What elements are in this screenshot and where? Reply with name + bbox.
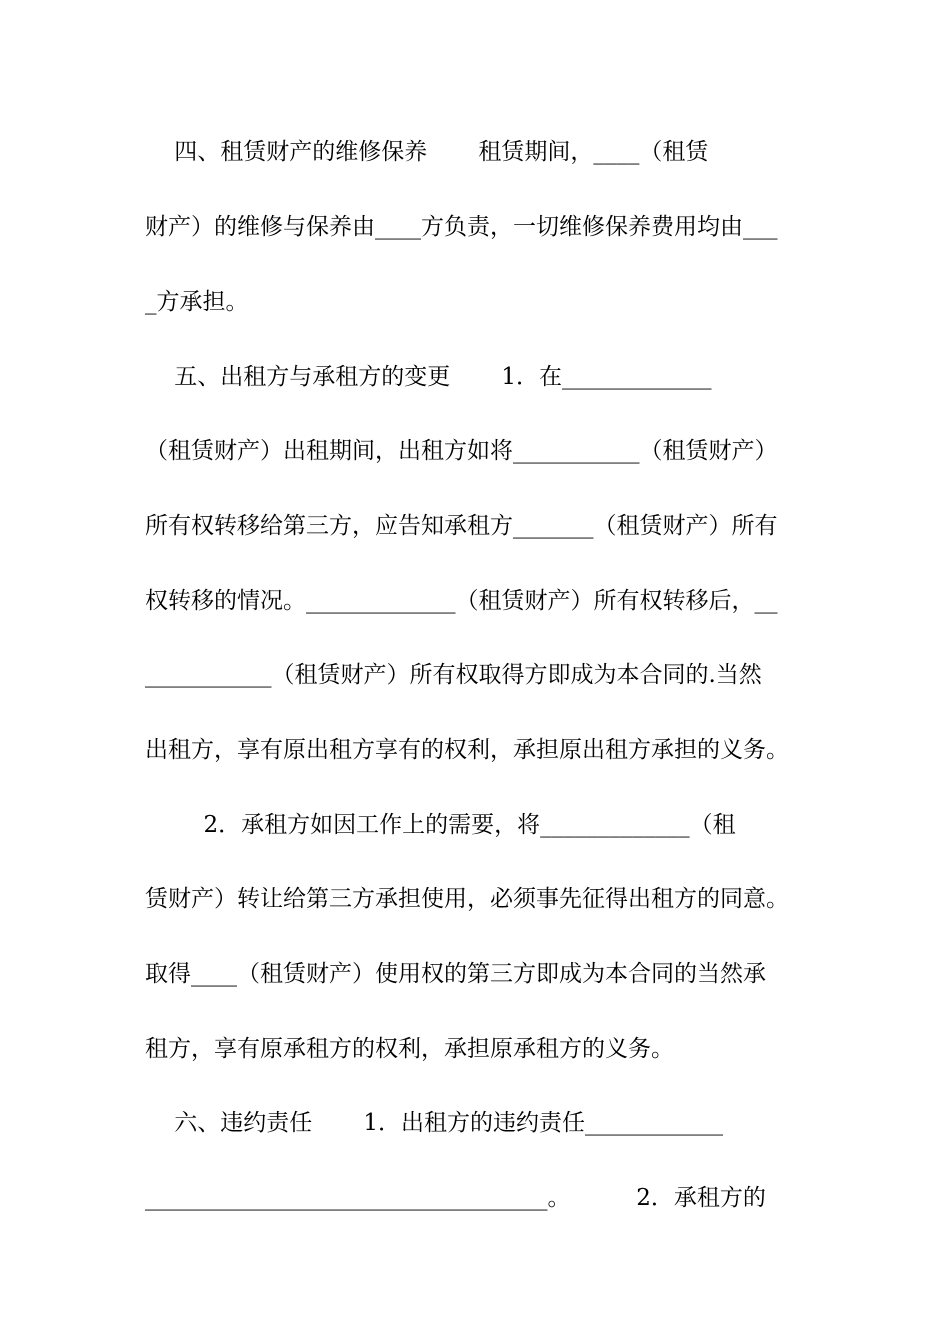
text-line: 租方，享有原承租方的权利，承担原承租方的义务。 <box>145 1036 674 1062</box>
text-line: 权转移的情况。_____________（租赁财产）所有权转移后，__ <box>145 588 778 614</box>
text-line: ___________________________________。 2．承租方的 <box>145 1185 766 1211</box>
text-line: 所有权转移给第三方，应告知承租方_______（租赁财产）所有 <box>145 513 778 539</box>
text-line: 取得____（租赁财产）使用权的第三方即成为本合同的当然承 <box>145 961 766 987</box>
text-line: 出租方，享有原出租方享有的权利，承担原出租方承担的义务。 <box>145 737 789 763</box>
text-line: ___________（租赁财产）所有权取得方即成为本合同的.当然 <box>145 662 762 688</box>
text-line: （租赁财产）出租期间，出租方如将___________（租赁财产） <box>145 438 778 464</box>
text-line: 四、租赁财产的维修保养 租赁期间，____（租赁 <box>145 139 709 165</box>
text-line: 赁财产）转让给第三方承担使用，必须事先征得出租方的同意。 <box>145 886 789 912</box>
text-line: 六、违约责任 1．出租方的违约责任____________ <box>145 1110 724 1136</box>
text-line: 五、出租方与承租方的变更 1．在_____________ <box>145 364 712 390</box>
text-line: _方承担。 <box>145 289 249 315</box>
text-line: 2．承租方如因工作上的需要，将_____________（租 <box>145 812 736 838</box>
text-line: 财产）的维修与保养由____方负责，一切维修保养费用均由___ <box>145 214 778 240</box>
